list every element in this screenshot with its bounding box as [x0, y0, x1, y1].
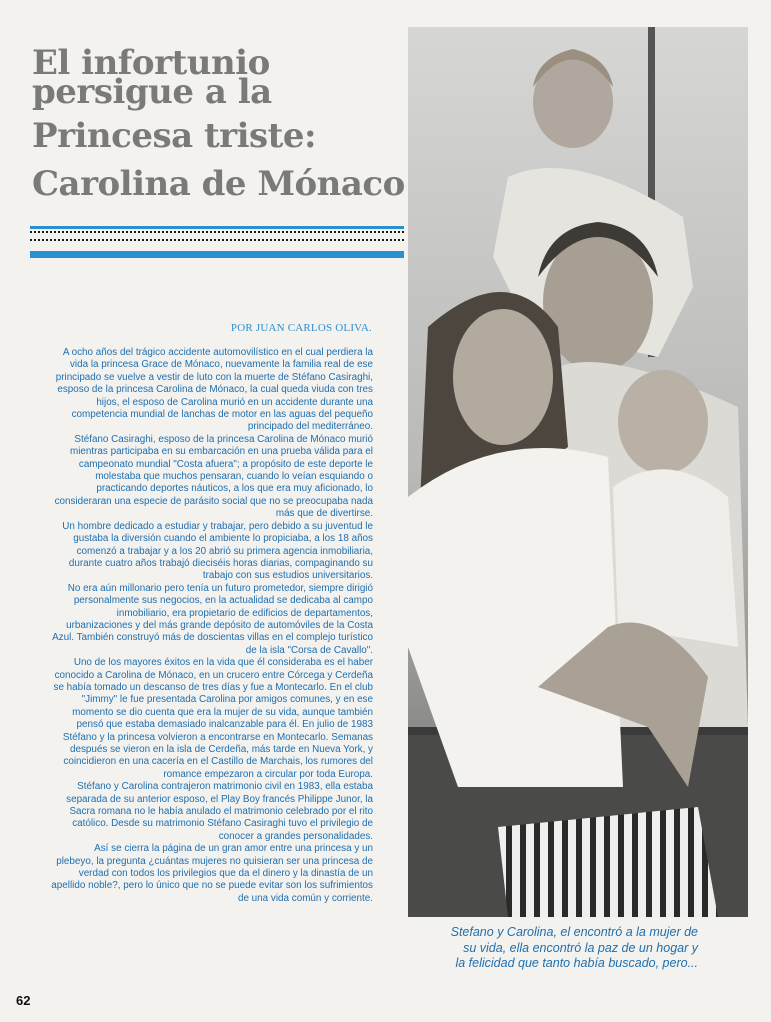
headline-line-2: persigue a la — [32, 72, 272, 112]
paragraph: Un hombre dedicado a estudiar y trabajar, pero debido a su juventud le gustaba la diversión cuando el ambiente lo propiciaba, a los 18 años comenzó a trabajar y a los 20 abrió su primera agencia inmobiliaria, durante cuatro años trabajó dieciséis horas diarias, compaginando su trabajo con sus estudios universitarios. — [62, 520, 373, 582]
headline-rule-bottom — [30, 251, 404, 258]
headline-dotted-rule-1 — [30, 231, 404, 233]
headline-line-4: Carolina de Mónaco — [32, 164, 405, 204]
paragraph: Uno de los mayores éxitos en la vida que él consideraba es el haber conocido a Carolina de Mónaco, en un crucero entre Córcega y Cerdeña se había tomado un descanso de tres días y fue a Montecarlo. En el club "Jimmy" le fue presentada Carolina por amigos comunes, y en ese momento se dio cuenta que era la mujer de su vida, aunque también pensó que estaba demasiado inalcanzable para él. En julio de 1983 Stéfano y la princesa volvieron a encontrarse en Montecarlo. Semanas después se vieron en la isla de Cerdeña, más tarde en Nueva York, y coincidieron en una cacería en el Castillo de Marchais, los rumores del romance empezaron a circular por toda Europa. — [53, 657, 373, 780]
paragraph: Stéfano y Carolina contrajeron matrimonio civil en 1983, ella estaba separada de su anterior esposo, el Play Boy francés Philippe Junor, la Sacra romana no le había anulado el matrimonio celebrado por el rito católico. Desde su matrimonio Stéfano Casiraghi tuvo el privilegio de conocer a grandes personalidades. — [66, 781, 373, 842]
headline-line-1: El infortunio — [32, 43, 270, 83]
headline-rule-top — [30, 226, 404, 229]
paragraph: Stéfano Casiraghi, esposo de la princesa Carolina de Mónaco murió mientras participaba en su embarcación en una prueba válida para el campeonato mundial "Costa afuera"; a propósito de este deporte le molestaba que muchos pensaran, cuando lo veían esquiando o practicando deportes náuticos, a los que era muy aficionado, lo consideraran una especie de parásito social que no se preocupaba nada más que de divertirse. — [54, 433, 373, 520]
headline-dotted-rule-2 — [30, 239, 404, 241]
family-photo — [408, 27, 748, 917]
byline: POR JUAN CARLOS OLIVA. — [230, 322, 372, 334]
paragraph: No era aún millonario pero tenía un futuro prometedor, siempre dirigió personalmente sus negocios, en la actualidad se dedicaba al campo inmobiliario, era propietario de edificios de departamentos, urbanizaciones y del más grande depósito de automóviles de la Costa Azul. También construyó más de doscientas villas en el complejo turístico de la isla "Corsa de Cavallo". — [52, 582, 373, 656]
photo-caption: Stefano y Carolina, el encontró a la mujer de su vida, ella encontró la paz de un hogar y la felicidad que tanto había buscado, pero... — [450, 925, 698, 971]
paragraph: A ocho años del trágico accidente automovilístico en el cual perdiera la vida la princesa Grace de Mónaco, nuevamente la familia real de ese principado se vuelve a vestir de luto con la muerte de Stéfano Casiraghi, esposo de la princesa Carolina de Mónaco, la cual queda viuda con tres hijos, el esposo de Carolina murió en un accidente durante una competencia mundial de lanchas de motor en las aguas del pequeño principado del mediterráneo. — [55, 347, 373, 433]
page-number: 62 — [16, 993, 31, 1008]
headline-line-3: Princesa triste: — [32, 116, 317, 156]
paragraph: Así se cierra la página de un gran amor entre una princesa y un plebeyo, la pregunta ¿cuántas mujeres no quisieran ser una princesa de verdad con todos los privilegios que da el dinero y la dinastía de un apellido noble?, pero lo único que no se puede evitar son los sufrimientos de una vida común y corriente. — [51, 843, 373, 904]
headline — [32, 44, 412, 204]
article-body — [48, 347, 373, 905]
